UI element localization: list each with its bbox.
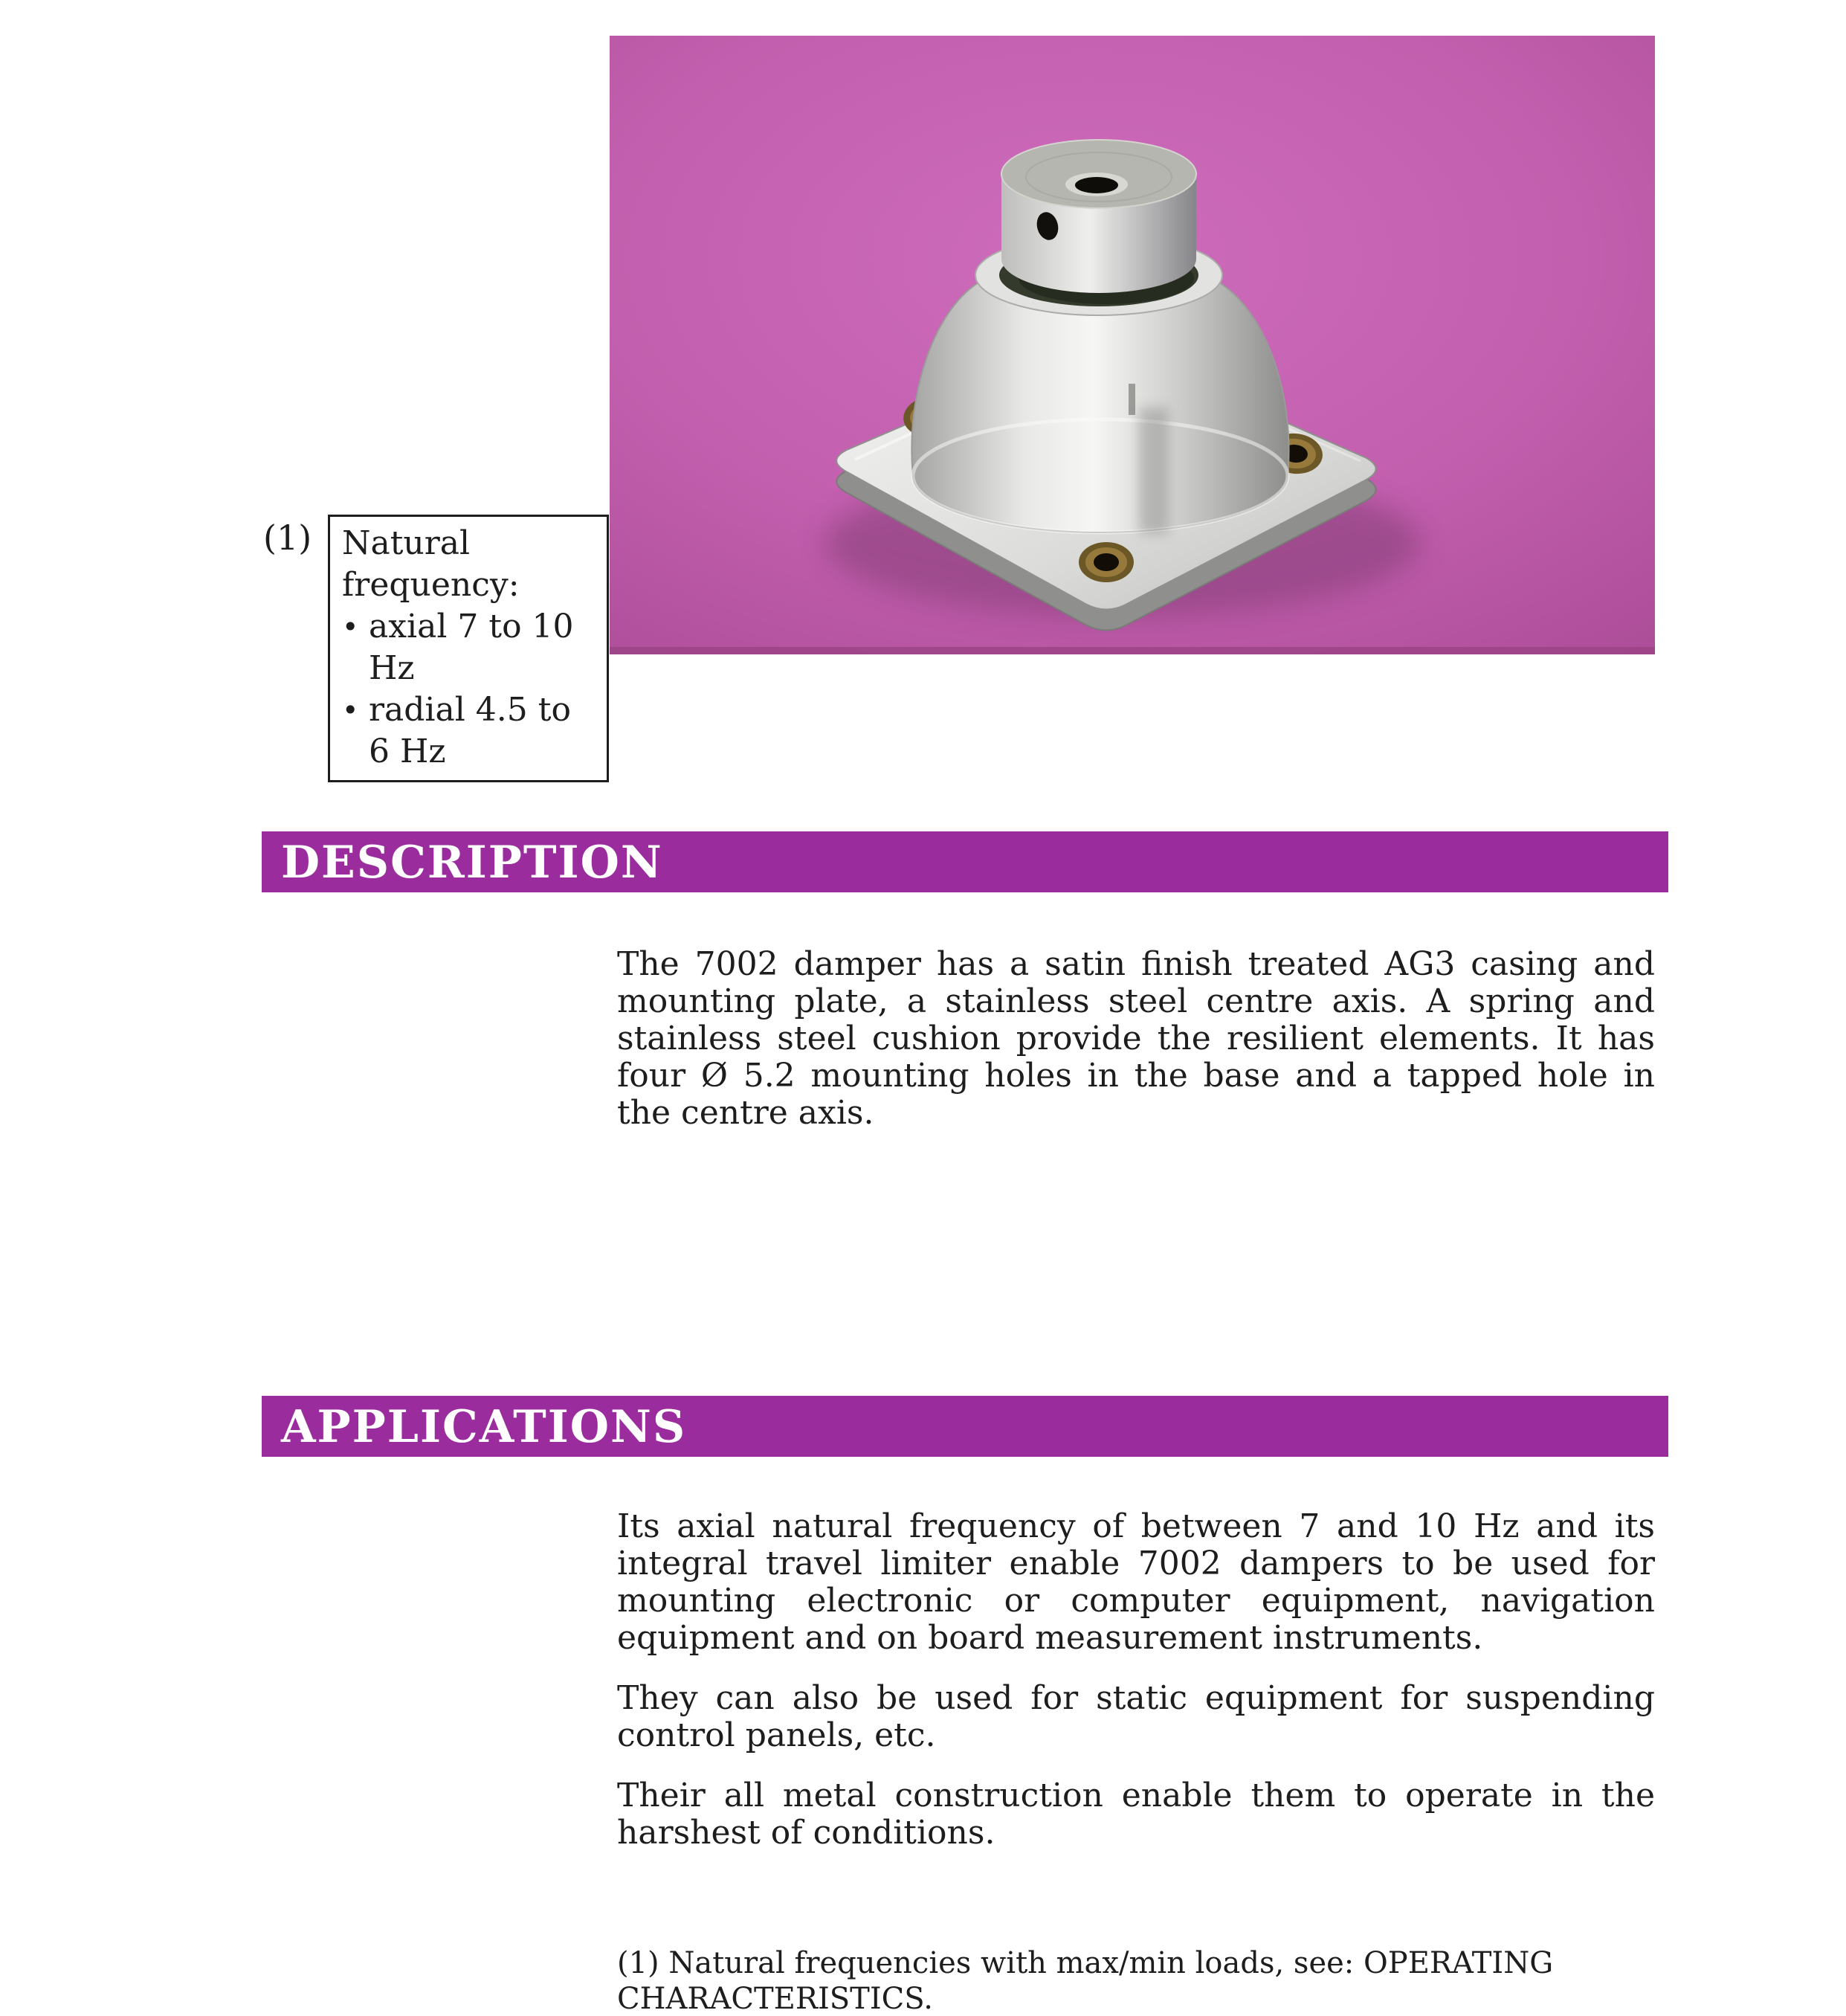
applications-paragraph: Their all metal construction enable them to operate in the harshest of conditions. <box>617 1777 1655 1852</box>
tapped-hole <box>1075 177 1118 193</box>
section-header-description <box>262 831 1668 892</box>
description-text <box>617 946 1655 1132</box>
applications-paragraph: Its axial natural frequency of between 7 and 10 Hz and its integral travel limiter enable 7002 dampers to be used for mounting electronic or computer equipment, navigation equipment and on board measurement instruments. <box>617 1507 1655 1657</box>
applications-paragraph: They can also be used for static equipment for suspending control panels, etc. <box>617 1679 1655 1754</box>
section-heading: DESCRIPTION <box>281 837 663 889</box>
bullet-icon: • <box>342 694 359 727</box>
applications-text <box>617 1508 1655 1852</box>
bullet-icon: • <box>342 611 359 643</box>
centre-axis <box>1001 140 1196 293</box>
note-item-text: radial 4.5 to 6 Hz <box>369 691 571 770</box>
footnote: (1) Natural frequencies with max/min loads, see: OPERATING CHARACTERISTICS. <box>617 1946 1554 2016</box>
note-item-text: axial 7 to 10 Hz <box>369 608 574 687</box>
footnote-marker: (1) <box>263 518 312 558</box>
natural-frequency-note <box>328 515 609 782</box>
section-heading: APPLICATIONS <box>281 1401 687 1453</box>
section-header-applications <box>262 1396 1668 1457</box>
note-title: Natural frequency: <box>342 524 520 604</box>
photo-bottom-edge <box>610 647 1655 654</box>
description-paragraph: The 7002 damper has a satin finish treated AG3 casing and mounting plate, a stainless steel centre axis. A spring and stainless steel cushion provide the resilient elements. It has four Ø 5.2 mounting holes in the base and a tapped hole in the centre axis. <box>617 945 1655 1132</box>
note-item <box>342 606 599 689</box>
damper-illustration <box>610 36 1655 654</box>
product-photo <box>610 36 1655 654</box>
mounting-hole-bottom <box>1079 542 1134 582</box>
note-item <box>342 689 599 773</box>
